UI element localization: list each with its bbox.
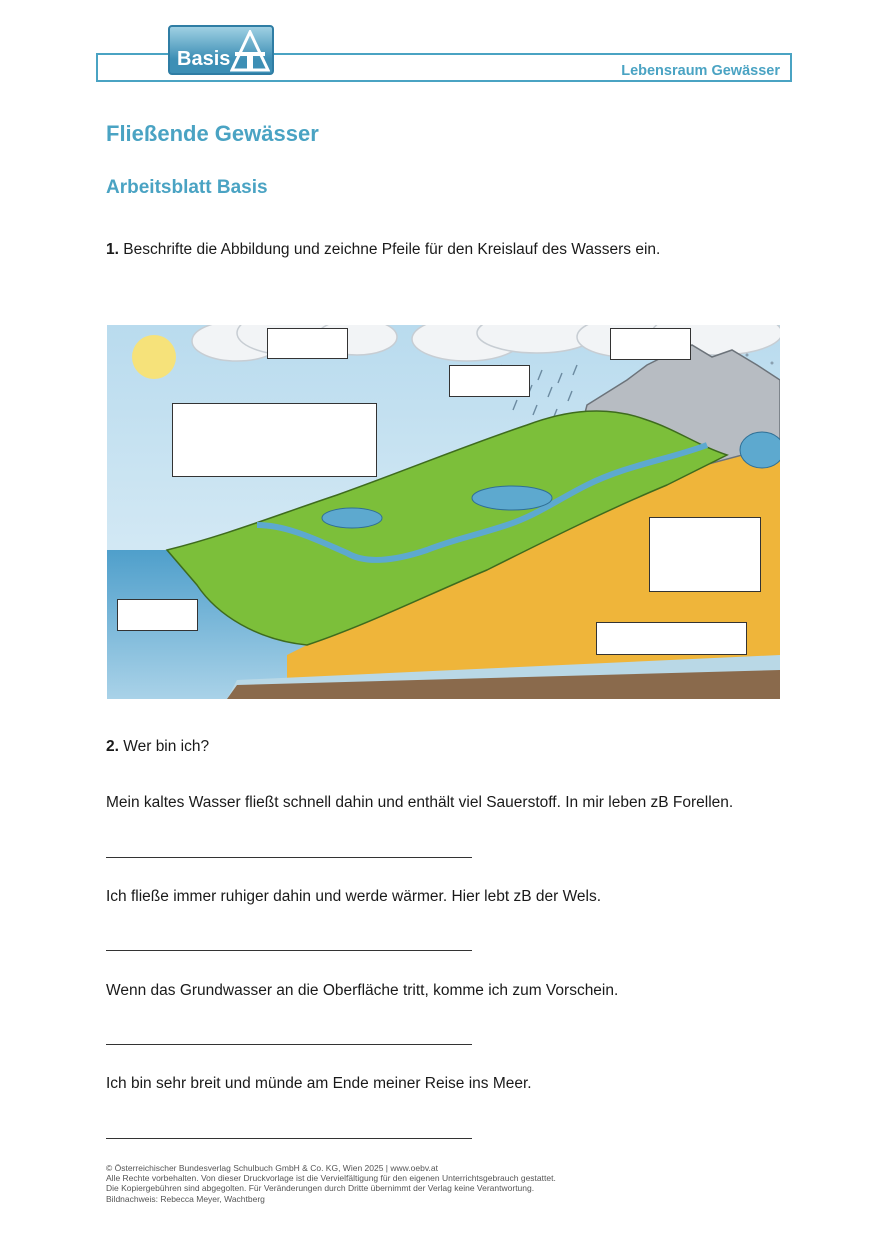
footer-fees: Die Kopiergebühren sind abgegolten. Für Veränderungen durch Dritte übernimmt der Verlag keine Verantwortung. xyxy=(106,1183,535,1194)
river-bend xyxy=(322,508,382,528)
label-box-snow[interactable] xyxy=(610,328,691,360)
basis-logo xyxy=(168,25,274,75)
logo-text: Basis xyxy=(177,48,231,70)
label-box-sea[interactable] xyxy=(117,599,198,631)
riddle-2: Ich fließe immer ruhiger dahin und werde wärmer. Hier lebt zB der Wels. xyxy=(106,888,602,905)
mountain-lake xyxy=(740,432,780,468)
footer-copyright: © Österreichischer Bundesverlag Schulbuch GmbH & Co. KG, Wien 2025 | www.oebv.at xyxy=(106,1163,438,1173)
label-box-clouds[interactable] xyxy=(267,328,348,359)
task-2 xyxy=(106,738,209,756)
task-1-number: 1. xyxy=(106,241,119,258)
label-box-evaporation[interactable] xyxy=(172,403,377,477)
triangle-logo-icon xyxy=(230,30,270,72)
label-box-groundwater[interactable] xyxy=(596,622,747,655)
answer-line-1[interactable] xyxy=(106,857,472,858)
answer-line-4[interactable] xyxy=(106,1138,472,1139)
lake xyxy=(472,486,552,510)
riddle-1: Mein kaltes Wasser fließt schnell dahin und enthält viel Sauerstoff. In mir leben zB Forellen. xyxy=(106,794,734,811)
task-1 xyxy=(106,241,660,259)
task-2-text: Wer bin ich? xyxy=(123,738,210,755)
footer-credits: Bildnachweis: Rebecca Meyer, Wachtberg xyxy=(106,1193,265,1204)
task-2-number: 2. xyxy=(106,738,119,755)
page-title: Fließende Gewässer xyxy=(106,121,319,146)
answer-line-2[interactable] xyxy=(106,950,472,951)
task-1-text: Beschrifte die Abbildung und zeichne Pfeile für den Kreislauf des Wassers ein. xyxy=(123,241,661,258)
riddle-3: Wenn das Grundwasser an die Oberfläche tritt, komme ich zum Vorschein. xyxy=(106,982,619,999)
label-box-rain[interactable] xyxy=(449,365,530,397)
footer xyxy=(106,1163,556,1204)
label-box-soil[interactable] xyxy=(649,517,761,592)
sun-icon xyxy=(132,335,176,379)
section-title: Lebensraum Gewässer xyxy=(621,63,780,79)
page-subtitle: Arbeitsblatt Basis xyxy=(106,177,268,198)
riddle-4: Ich bin sehr breit und münde am Ende meiner Reise ins Meer. xyxy=(106,1075,532,1092)
answer-line-3[interactable] xyxy=(106,1044,472,1045)
footer-rights: Alle Rechte vorbehalten. Von dieser Druckvorlage ist die Vervielfältigung für den eigenen Unterrichtsgebrauch gestattet. xyxy=(106,1173,556,1184)
water-cycle-illustration xyxy=(107,325,780,699)
